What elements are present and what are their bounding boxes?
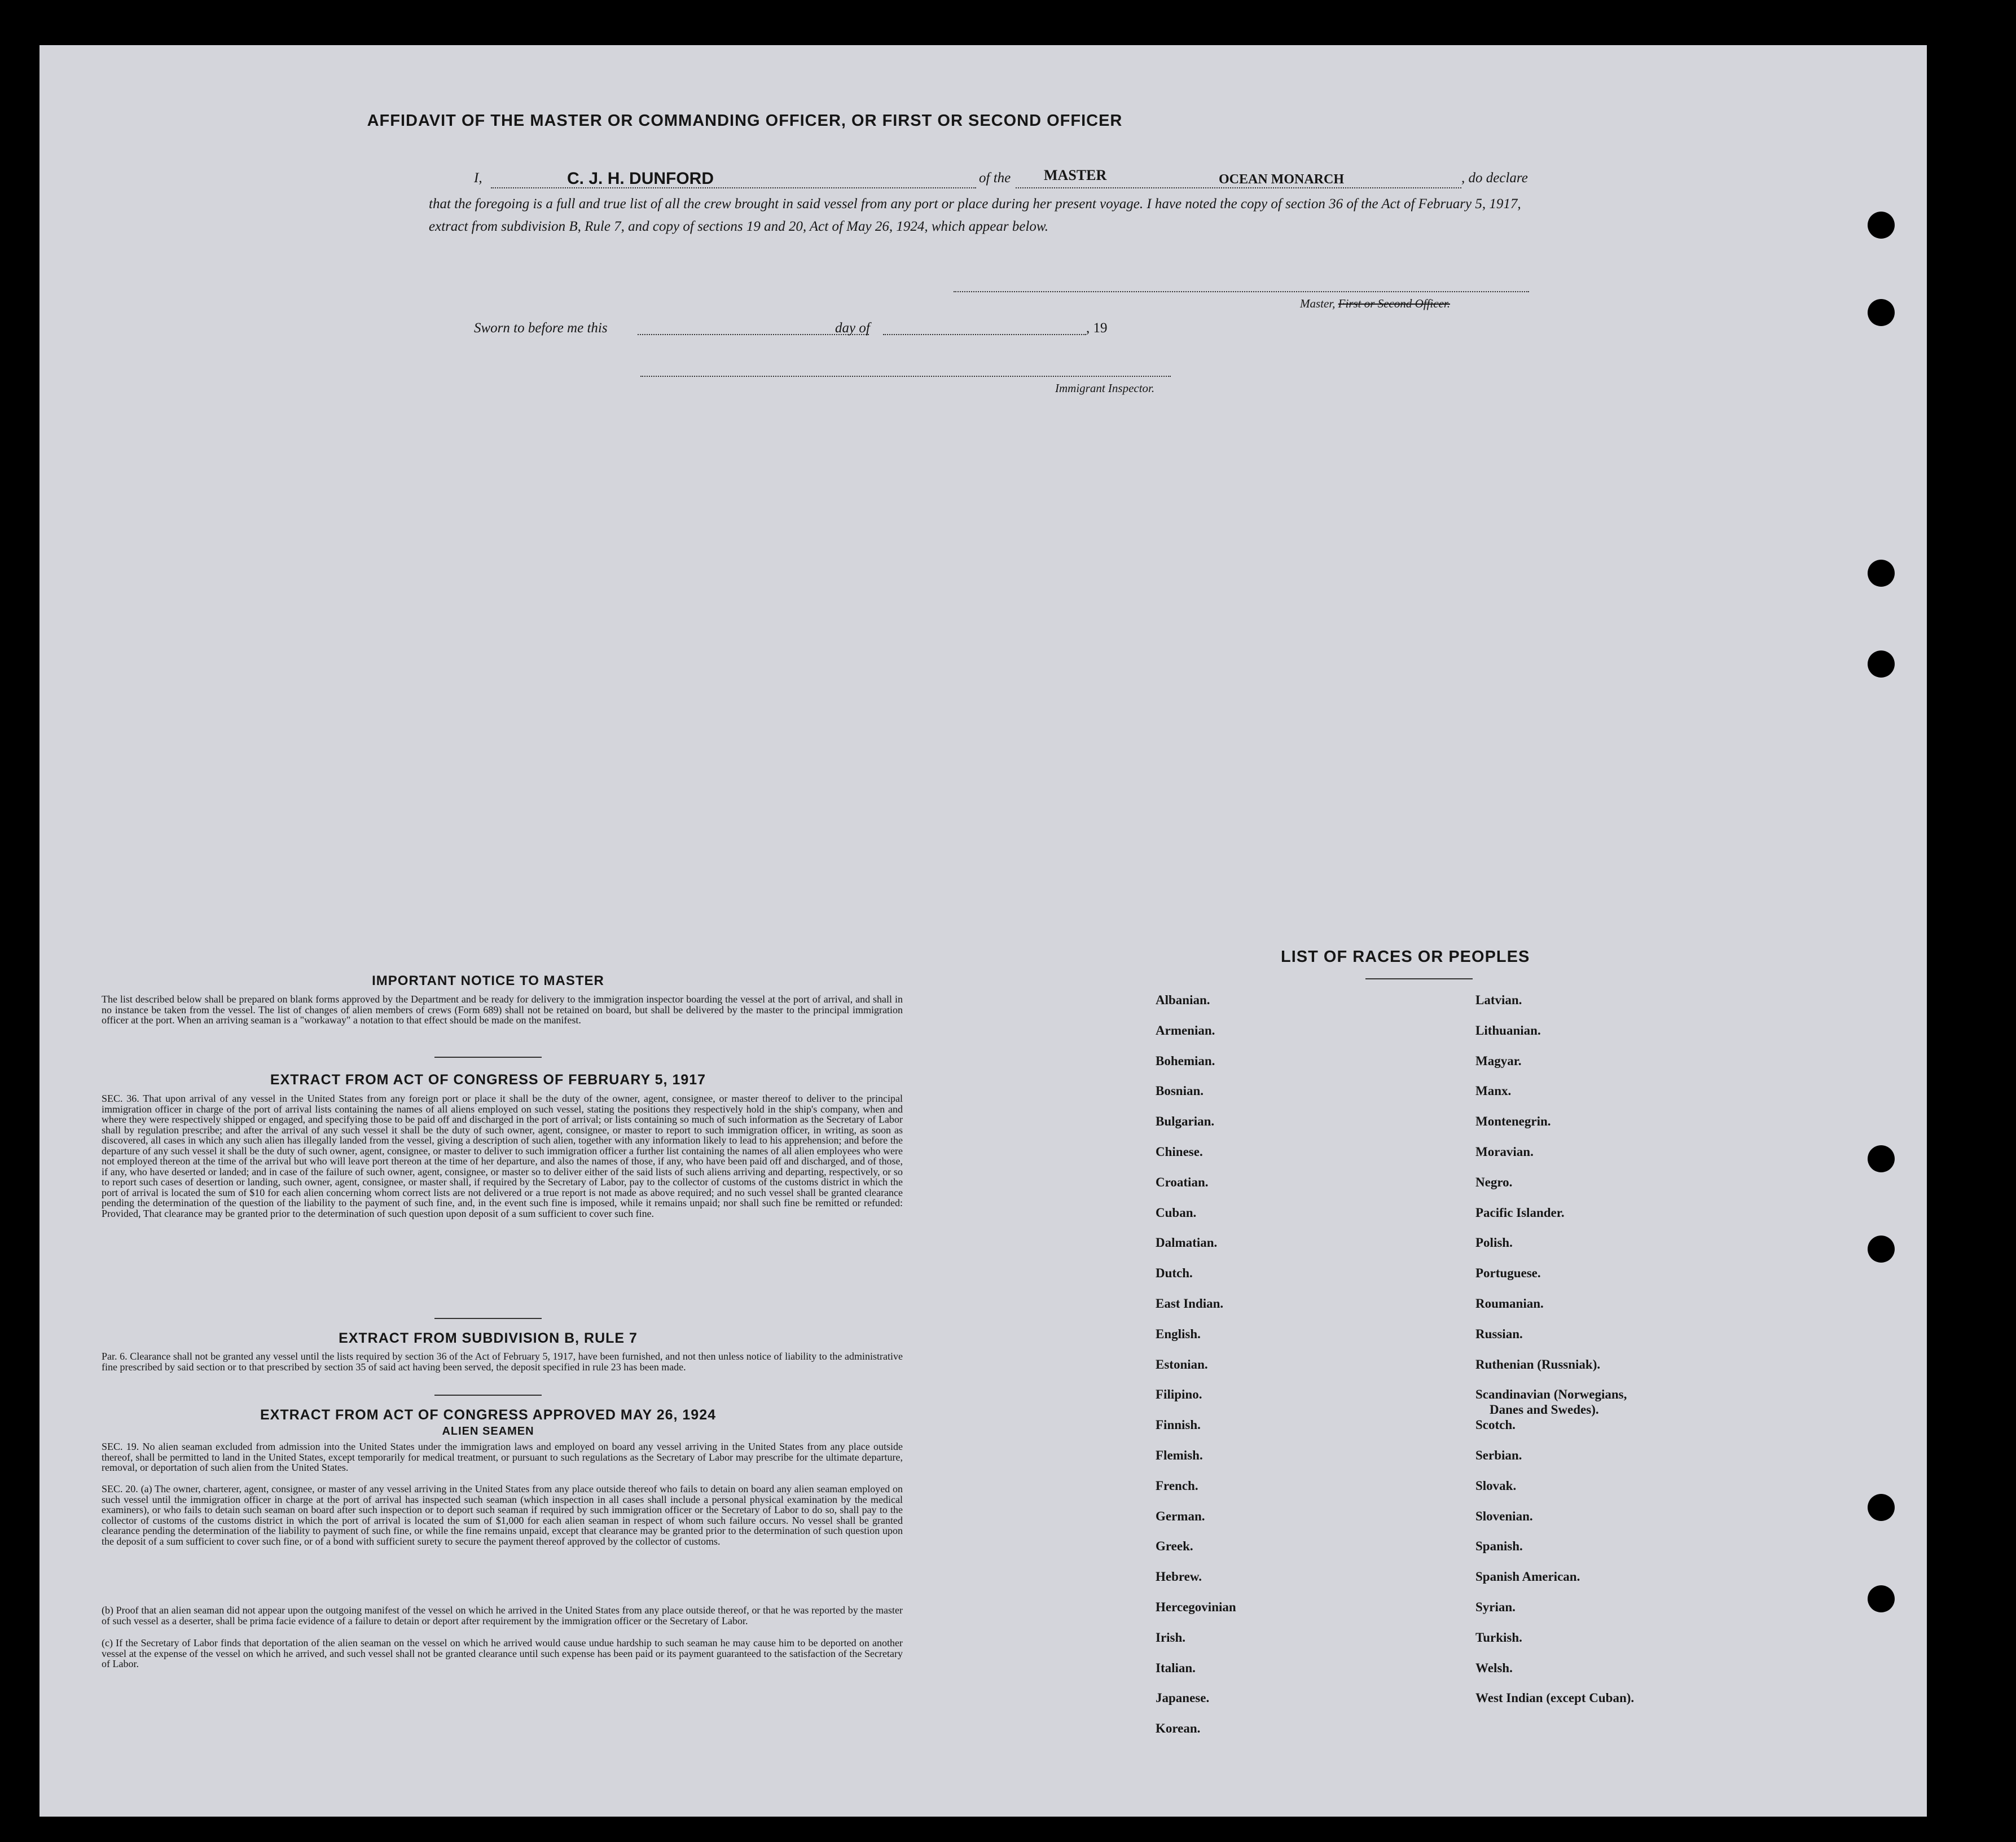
i-label: I, [474, 170, 482, 186]
of-the-label: of the [979, 170, 1011, 186]
race-item: Russian. [1475, 1326, 1523, 1341]
punch-hole [1868, 1494, 1895, 1521]
notice-text: The list described below shall be prepared on blank forms approved by the Department and be ready for delivery to the immigration inspector boarding the vessel at the port of arrival, and shall in no instance be taken from the vessel. The list of changes of alien members of crews (Form 689) shall not be retained on board, but shall be delivered by the master to the principal immigration officer at the port. When an arriving seaman is a "workaway" a notation to that effect should be made on the manifest. [102, 993, 903, 1026]
race-item: Ruthenian (Russniak). [1475, 1357, 1601, 1371]
race-item: Greek. [1156, 1539, 1193, 1554]
race-item: Bosnian. [1156, 1084, 1204, 1098]
extract-1924-heading: EXTRACT FROM ACT OF CONGRESS APPROVED MAY 26, 1924 [260, 1407, 717, 1423]
race-item: German. [1156, 1509, 1205, 1523]
inspector-caption: Immigrant Inspector. [1055, 381, 1155, 395]
race-item: Syrian. [1475, 1600, 1516, 1614]
race-item: Manx. [1475, 1084, 1512, 1098]
rule7-text: Par. 6. Clearance shall not be granted any vessel until the lists required by section 36 of the Act of February 5, 1917, have been furnished, and not then unless notice of liability to the administrative fine prescribed by said section or to that prescribed by section 35 of said act having been served, the deposit specified in rule 23 has been made. [102, 1351, 903, 1373]
do-declare-label: , do declare [1461, 170, 1528, 186]
race-item: Portuguese. [1475, 1266, 1541, 1281]
declaration-text: that the foregoing is a full and true list of all the crew brought in said vessel from any port or place during her present voyage. I have noted the copy of section 36 of the Act of February 5, 1917, extract from subdivision B, Rule 7, and copy of sections 19 and 20, Act of May 26, 1924, which appear below. [429, 196, 1521, 234]
sworn-day-line [638, 334, 869, 335]
race-item: Hercegovinian [1156, 1600, 1236, 1614]
race-item: Chinese. [1156, 1145, 1203, 1159]
sworn-label: Sworn to before me this [474, 320, 608, 336]
race-item: Hebrew. [1156, 1570, 1202, 1584]
race-item: Albanian. [1156, 993, 1210, 1007]
vessel-name: OCEAN MONARCH [1219, 172, 1344, 187]
race-item: Finnish. [1156, 1418, 1201, 1432]
race-item: Japanese. [1156, 1691, 1210, 1705]
race-item: Welsh. [1475, 1660, 1513, 1675]
race-item: Croatian. [1156, 1175, 1209, 1189]
document-page [39, 45, 1927, 1817]
notice-heading: IMPORTANT NOTICE TO MASTER [372, 973, 604, 988]
race-item: Slovenian. [1475, 1509, 1533, 1523]
punch-hole [1868, 560, 1895, 587]
day-of-label: day of [835, 320, 870, 336]
race-item: Scandinavian (Norwegians, [1475, 1387, 1627, 1402]
sec19-text: SEC. 19. No alien seaman excluded from admission into the United States under the immigration laws and employed on board any vessel arriving in the United States from any place outside thereof, shall be permitted to land in the United States, except temporarily for medical treatment, or pursuant to such regulations as the Secretary of Labor may prescribe for the ultimate departure, removal, or deportation of such alien from the United States. [102, 1441, 903, 1473]
master-signature-caption: Master, First or Second Officer. [1300, 297, 1450, 310]
year-label: , 19 [1086, 320, 1108, 336]
race-item: Latvian. [1475, 993, 1522, 1007]
races-heading: LIST OF RACES OR PEOPLES [1281, 948, 1530, 966]
extract-1917-heading: EXTRACT FROM ACT OF CONGRESS OF FEBRUARY 5, 1917 [270, 1072, 706, 1088]
rule7-heading: EXTRACT FROM SUBDIVISION B, RULE 7 [339, 1330, 638, 1346]
race-item: West Indian (except Cuban). [1475, 1691, 1635, 1705]
race-item: Cuban. [1156, 1205, 1197, 1220]
alien-seamen-subheading: ALIEN SEAMEN [442, 1425, 534, 1437]
punch-hole [1868, 1236, 1895, 1263]
divider [434, 1318, 542, 1319]
race-item: English. [1156, 1326, 1201, 1341]
race-item: Negro. [1475, 1175, 1513, 1189]
declaration-first-line [474, 170, 482, 186]
race-item: Montenegrin. [1475, 1114, 1551, 1129]
race-item: Polish. [1475, 1236, 1513, 1250]
name-dotted-line [491, 187, 976, 188]
sec20b-text: (b) Proof that an alien seaman did not appear upon the outgoing manifest of the vessel on which he arrived in the United States from any place outside thereof, or that he was reported by the master of such vessel as a deserter, shall be prima facie evidence of a failure to detain or deport after requirement by the immigration officer or the Secretary of Labor. [102, 1604, 903, 1626]
race-item: Pacific Islander. [1475, 1205, 1565, 1220]
race-item: Dutch. [1156, 1266, 1193, 1281]
race-item: Armenian. [1156, 1023, 1215, 1038]
rank-dotted-line [1016, 187, 1461, 188]
race-item: Estonian. [1156, 1357, 1208, 1371]
race-item: French. [1156, 1478, 1198, 1493]
punch-hole [1868, 1585, 1895, 1612]
struck-officer-text: First or Second Officer. [1338, 297, 1450, 310]
extract-1917-text: SEC. 36. That upon arrival of any vessel in the United States from any foreign port or place it shall be the duty of the owner, agent, consignee, or master thereof to deliver to the principal immigration officer in charge of the port of arrival lists containing the names of all aliens employed on such vessel, stating the positions they respectively hold in the ship's company, when and where they were respectively shipped or engaged, and specifying those to be paid off and discharged in the port of arrival; or lists containing so much of such information as the Secretary of Labor shall by regulation prescribe; and after the arrival of any such vessel it shall be the duty of such owner, agent, consignee, or master to report to such immigration officer, in writing, as soon as discovered, all cases in which any such alien has illegally landed from the vessel, giving a description of such alien, together with any information likely to lead to his apprehension; and before the departure of any such vessel it shall be the duty of such owner, agent, consignee, or master to deliver to such immigration officer a further list containing the names of all alien employees who were not employed thereon at the time of the arrival but who will leave port thereon at the time of her departure, and also the names of those, if any, who have been paid off and discharged, and of those, if any, who have deserted or landed; and in case of the failure of such owner, agent, consignee, or master so to deliver either of the said lists of such aliens arriving and departing, respectively, or so to report such cases of desertion or landing, such owner, agent, consignee, or master shall, if required by the Secretary of Labor, pay to the collector of customs of the customs district in which the port of arrival is located the sum of $10 for each alien concerning whom correct lists are not delivered or a true report is not made as above required; and no such vessel shall be granted clearance pending the determination of the question of the liability to the payment of such fine, and, in the event such fine is imposed, while it remains unpaid; nor shall such fine be remitted or refunded: Provided, That clearance may be granted prior to the determination of such question upon deposit of a sum sufficient to cover such fine. [102, 1093, 903, 1219]
race-item: Italian. [1156, 1660, 1196, 1675]
race-item: Lithuanian. [1475, 1023, 1541, 1038]
race-item: Irish. [1156, 1630, 1186, 1645]
sec20c-text: (c) If the Secretary of Labor finds that deportation of the alien seaman on the vessel on which he arrived would cause undue hardship to such seaman he may cause him to be deported on another vessel at the expense of the vessel on which he arrived, and such vessel shall not be granted clearance until such expense has been paid or its payment guaranteed to the satisfaction of the Secretary of Labor. [102, 1637, 903, 1669]
punch-hole [1868, 650, 1895, 678]
affidavit-title: AFFIDAVIT OF THE MASTER OR COMMANDING OFFICER, OR FIRST OR SECOND OFFICER [367, 112, 1123, 130]
race-item: Flemish. [1156, 1448, 1203, 1462]
race-item: Dalmatian. [1156, 1236, 1218, 1250]
master-name: C. J. H. DUNFORD [567, 169, 714, 188]
race-item: East Indian. [1156, 1296, 1224, 1311]
race-item: Spanish American. [1475, 1570, 1580, 1584]
divider [434, 1057, 542, 1058]
race-item: Serbian. [1475, 1448, 1522, 1462]
race-item: Bulgarian. [1156, 1114, 1215, 1129]
race-item: Spanish. [1475, 1539, 1523, 1554]
master-signature-line [954, 291, 1529, 292]
punch-hole [1868, 299, 1895, 326]
race-item: Filipino. [1156, 1387, 1202, 1402]
race-item: Bohemian. [1156, 1053, 1215, 1068]
race-item: Turkish. [1475, 1630, 1522, 1645]
inspector-signature-line [640, 376, 1171, 377]
race-item: Magyar. [1475, 1053, 1522, 1068]
divider [434, 1395, 542, 1396]
sworn-month-line [883, 334, 1086, 335]
race-item: Moravian. [1475, 1145, 1534, 1159]
race-item: Korean. [1156, 1721, 1201, 1736]
race-item: Scotch. [1475, 1418, 1516, 1432]
race-item: Danes and Swedes). [1490, 1403, 1599, 1417]
punch-hole [1868, 1145, 1895, 1172]
divider [1365, 978, 1473, 979]
race-item: Roumanian. [1475, 1296, 1544, 1311]
rank-value: MASTER [1044, 167, 1107, 183]
sec20a-text: SEC. 20. (a) The owner, charterer, agent, consignee, or master of any vessel arriving in the United States from any place outside thereof who fails to detain on board any alien seaman employed on such vessel until the immigration officer in charge at the port of arrival has inspected such seaman (which inspection in all cases shall include a personal physical examination by the medical examiners), or who fails to detain such seaman on board after such inspection or to deport such seaman if required by such immigration officer or the Secretary of Labor to do so, shall pay to the collector of customs of the customs district in which the port of arrival is located the sum of $1,000 for each alien seaman in respect of whom such failure occurs. No vessel shall be granted clearance pending the determination of the liability to payment of such fine, or while the fine remains unpaid, except that clearance may be granted prior to the determination of such question upon the deposit of a sum sufficient to cover such fine, or of a bond with sufficient surety to secure the payment thereof approved by the collector of customs. [102, 1483, 903, 1547]
race-item: Slovak. [1475, 1478, 1517, 1493]
punch-hole [1868, 212, 1895, 239]
